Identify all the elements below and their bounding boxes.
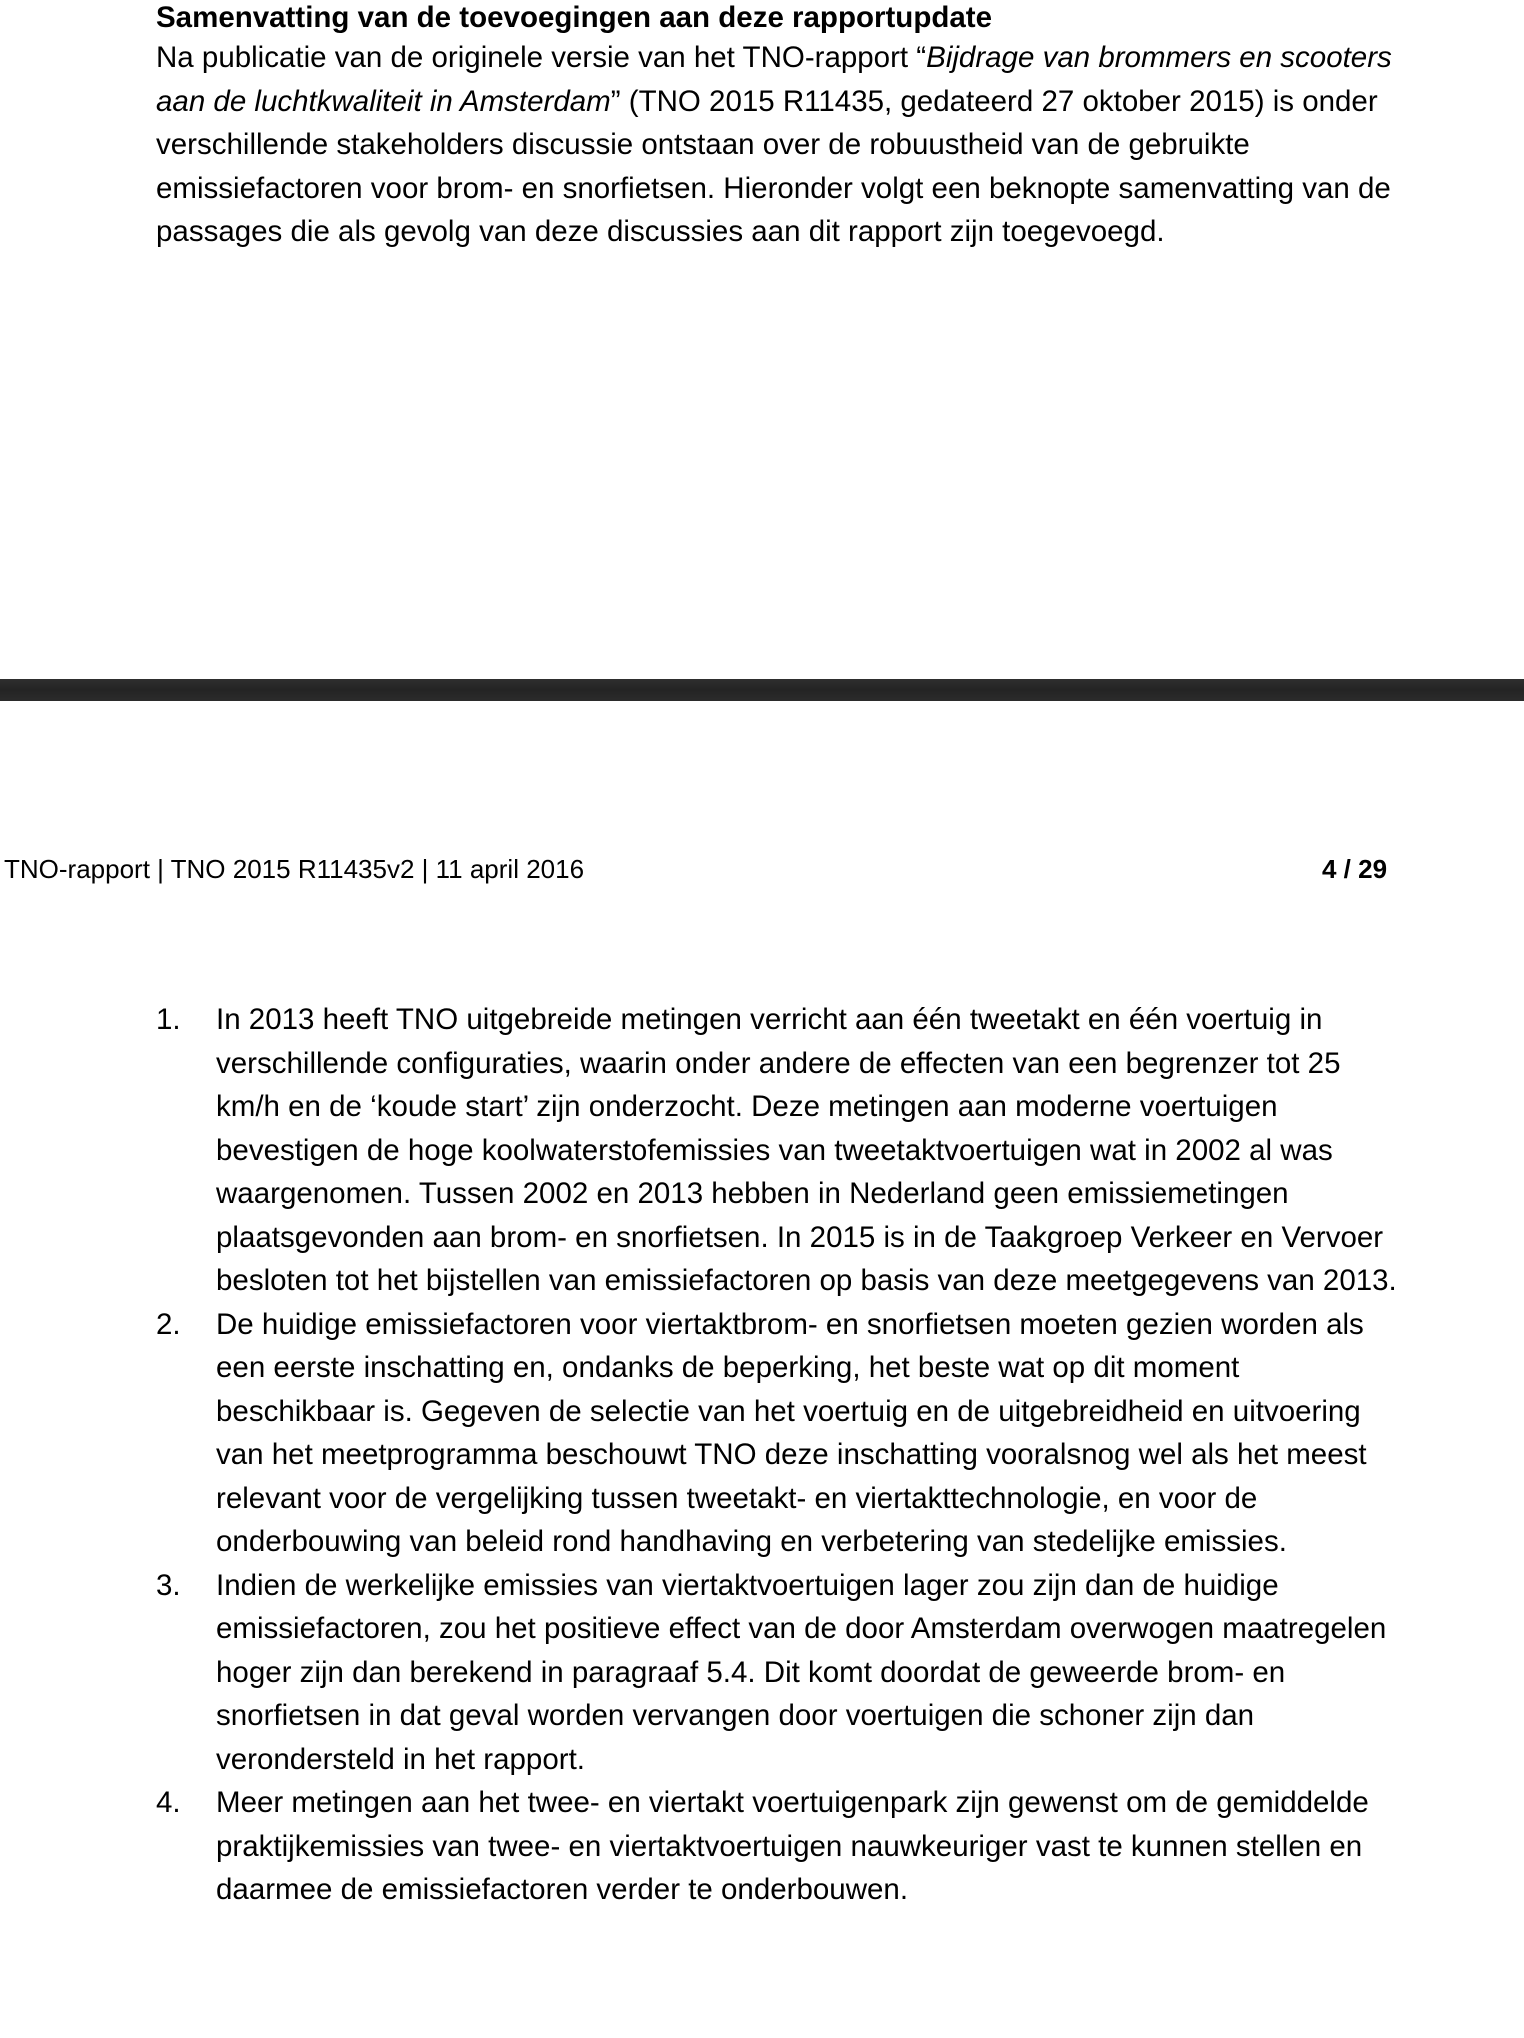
summary-text-intro: Na publicatie van de originele versie van het TNO-rapport “ [156, 41, 927, 74]
finding-item [156, 998, 1406, 1303]
finding-number: 3. [156, 1568, 181, 1602]
report-title-citation: Bijdrage van brommers en scooters aan de luchtkwaliteit in Amsterdam [156, 41, 1392, 118]
finding-text: Indien de werkelijke emissies van viertaktvoertuigen lager zou zijn dan de huidige emissiefactoren, zou het positieve effect van de door Amsterdam overwogen maatregelen hoger zijn dan berekend in paragraaf 5.4. Dit komt doordat de geweerde brom- en snorfietsen in dat geval worden vervangen door voertuigen die schoner zijn dan verondersteld in het rapport. [216, 1568, 1387, 1776]
previous-page [0, 0, 1524, 680]
summary-heading: Samenvatting van de toevoegingen aan deze rapportupdate [156, 1, 992, 34]
finding-text: De huidige emissiefactoren voor viertaktbrom- en snorfietsen moeten gezien worden als een eerste inschatting en, ondanks de beperking, het beste wat op dit moment beschikbaar is. Gegeven de selectie van het voertuig en de uitgebreidheid en uitvoering van het meetprogramma beschouwt TNO deze inschatting vooralsnog wel als het meest relevant voor de vergelijking tussen tweetakt- en viertakttechnologie, en voor de onderbouwing van beleid rond handhaving en verbetering van stedelijke emissies. [216, 1307, 1367, 1558]
finding-text: In 2013 heeft TNO uitgebreide metingen verricht aan één tweetakt en één voertuig in verschillende configuraties, waarin onder andere de effecten van een begrenzer tot 25 km/h en de ‘koude start’ zijn onderzocht. Deze metingen aan moderne voertuigen bevestigen de hoge koolwaterstofemissies van tweetaktvoertuigen wat in 2002 al was waargenomen. Tussen 2002 en 2013 hebben in Nederland geen emissiemetingen plaatsgevonden aan brom- en snorfietsen. In 2015 is in de Taakgroep Verkeer en Vervoer besloten tot het bijstellen van emissiefactoren op basis van deze meetgegevens van 2013. [216, 1003, 1397, 1297]
running-header: TNO-rapport | TNO 2015 R11435v2 | 11 april 2016 [4, 854, 585, 884]
finding-item [156, 1303, 1406, 1564]
finding-text: Meer metingen aan het twee- en viertakt voertuigenpark zijn gewenst om de gemiddelde praktijkemissies van twee- en viertaktvoertuigen nauwkeuriger vast te kunnen stellen en daarmee de emissiefactoren verder te onderbouwen. [216, 1786, 1369, 1906]
page-number: 4 / 29 [1322, 854, 1388, 884]
finding-number: 1. [156, 1003, 181, 1036]
findings-list [156, 998, 1406, 1912]
finding-item [156, 1781, 1406, 1912]
update-summary-section [156, 0, 1406, 254]
finding-number: 4. [156, 1786, 181, 1819]
summary-text-rest: ” (TNO 2015 R11435, gedateerd 27 oktober 2015) is onder verschillende stakeholders discussie ontstaan over de robuustheid van de gebruikte emissiefactoren voor brom- en snorfietsen. Hieronder volgt een beknopte samenvatting van de passages die als gevolg van deze discussies aan dit rapport zijn toegevoegd. [156, 84, 1391, 248]
finding-number: 2. [156, 1307, 181, 1341]
summary-paragraph [156, 36, 1406, 254]
page-separator [0, 679, 1524, 701]
finding-item [156, 1564, 1406, 1782]
